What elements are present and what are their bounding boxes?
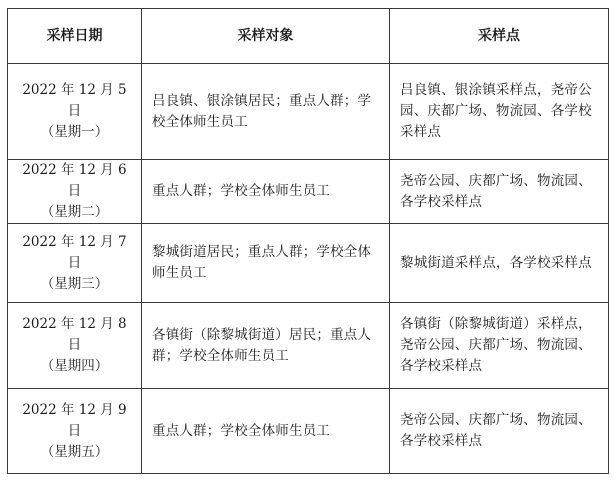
sampling-schedule-table [7,8,609,474]
target-cell: 各镇街（除黎城街道）居民；重点人群；学校全体师生员工 [142,303,390,389]
site-cell: 尧帝公园、庆都广场、物流园、各学校采样点 [390,389,609,474]
site-cell: 吕良镇、银涂镇采样点，尧帝公园、庆都广场、物流园、各学校采样点 [390,64,609,160]
date-text: 2022 年 12 月 5 日 [22,82,127,119]
target-cell: 重点人群；学校全体师生员工 [142,389,390,474]
date-cell [8,160,142,224]
target-cell: 吕良镇、银涂镇居民；重点人群；学校全体师生员工 [142,64,390,160]
date-cell [8,389,142,474]
date-text: 2022 年 12 月 6 日 [22,162,127,199]
table-row [8,160,609,224]
header-sampling-target: 采样对象 [142,9,390,64]
table-row [8,389,609,474]
table-header-row [8,9,609,64]
weekday-text: （星期三） [40,275,109,292]
date-cell [8,64,142,160]
header-sampling-date: 采样日期 [8,9,142,64]
header-sampling-site: 采样点 [390,9,609,64]
date-text: 2022 年 12 月 7 日 [22,233,127,271]
weekday-text: （星期五） [40,443,109,460]
site-cell: 黎城街道采样点，各学校采样点 [390,224,609,303]
weekday-text: （星期二） [40,204,109,220]
table-row [8,224,609,303]
table-row [8,64,609,160]
date-cell [8,224,142,303]
weekday-text: （星期一） [40,124,109,140]
date-cell [8,303,142,389]
target-cell: 重点人群；学校全体师生员工 [142,160,390,224]
target-cell: 黎城街道居民；重点人群；学校全体师生员工 [142,224,390,303]
site-cell: 尧帝公园、庆都广场、物流园、各学校采样点 [390,160,609,224]
date-text: 2022 年 12 月 9 日 [22,401,127,439]
table-row [8,303,609,389]
weekday-text: （星期四） [40,358,109,374]
site-cell: 各镇街（除黎城街道）采样点，尧帝公园、庆都广场、物流园、各学校采样点 [390,303,609,389]
date-text: 2022 年 12 月 8 日 [22,316,127,353]
